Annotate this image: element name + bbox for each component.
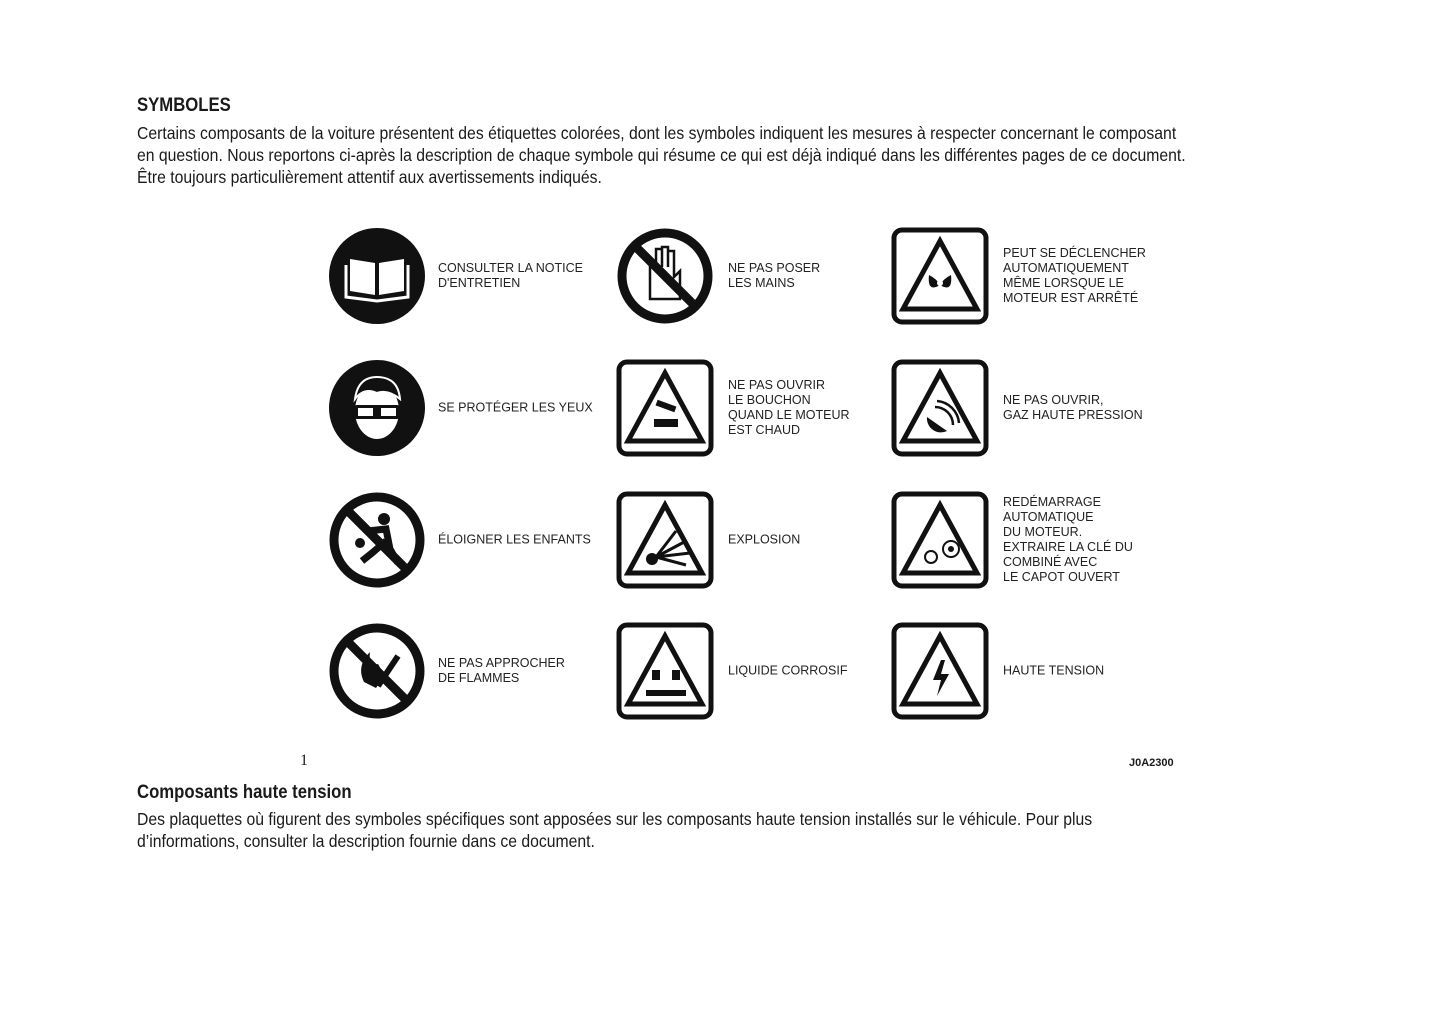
symbol-label: REDÉMARRAGE AUTOMATIQUE DU MOTEUR. EXTRAIRE LA CLÉ DU COMBINÉ AVEC LE CAPOT OUVERT [1003,495,1133,584]
section-title: SYMBOLES [137,95,231,116]
symbol-label: PEUT SE DÉCLENCHER AUTOMATIQUEMENT MÊME LORSQUE LE MOTEUR EST ARRÊTÉ [1003,246,1146,305]
no-flames-icon [328,622,426,720]
symbol-label: LIQUIDE CORROSIF [728,663,848,678]
figure-number: 1 [300,752,308,769]
symbol-label: ÉLOIGNER LES ENFANTS [438,532,591,547]
fan-warning-icon [891,227,989,325]
hot-cap-warning-icon [616,359,714,457]
symbol-label: NE PAS APPROCHER DE FLAMMES [438,656,565,685]
subsection-line: Des plaquettes où figurent des symboles spécifiques sont apposées sur les composants haute tension installés sur le véhicule. Pour plus [137,809,1093,829]
symbol-label: HAUTE TENSION [1003,663,1105,678]
intro-line: Être toujours particulièrement attentif aux avertissements indiqués. [137,167,602,187]
manual-book-icon [328,227,426,325]
symbol-label: NE PAS OUVRIR LE BOUCHON QUAND LE MOTEUR EST CHAUD [728,378,850,437]
symbol-label: CONSULTER LA NOTICE D'ENTRETIEN [438,261,583,290]
high-pressure-gas-warning-icon [891,359,989,457]
subsection-title: Composants haute tension [137,782,352,803]
eye-protection-icon [328,359,426,457]
intro-line: Certains composants de la voiture présentent des étiquettes colorées, dont les symboles indiquent les mesures à respecter concernant le composant [137,123,1177,143]
symbol-label: EXPLOSION [728,532,801,547]
no-hands-icon [616,227,714,325]
subsection-line: d’informations, consulter la description fournie dans ce document. [137,831,595,851]
figure-code: J0A2300 [1129,757,1174,769]
high-voltage-warning-icon [891,622,989,720]
symbol-label: SE PROTÉGER LES YEUX [438,400,593,415]
symbol-label: NE PAS POSER LES MAINS [728,261,821,290]
explosion-warning-icon [616,491,714,589]
keep-children-away-icon [328,491,426,589]
corrosive-warning-icon [616,622,714,720]
symbol-label: NE PAS OUVRIR, GAZ HAUTE PRESSION [1003,393,1143,422]
intro-line: en question. Nous reportons ci-après la description de chaque symbole qui résume ce qui est déjà indiqué dans les différentes pages de ce document. [137,145,1186,165]
belt-restart-warning-icon [891,491,989,589]
